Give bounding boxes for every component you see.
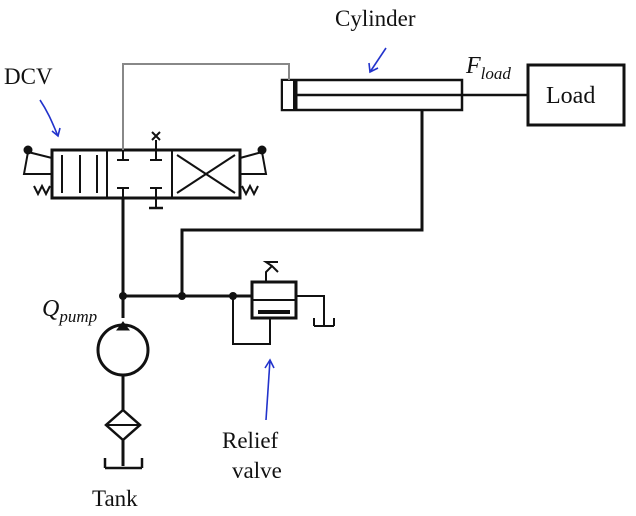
- dcv-arrow: [40, 100, 58, 136]
- label-cylinder: Cylinder: [335, 6, 416, 31]
- label-f-load-main: F: [466, 53, 481, 79]
- dcv-right-knob: [258, 146, 266, 154]
- cylinder: [282, 80, 528, 110]
- label-load: Load: [546, 83, 596, 109]
- label-relief-line2: valve: [232, 458, 282, 483]
- pump-circle: [98, 325, 148, 375]
- relief-valve: [233, 262, 334, 344]
- dcv-valve: [24, 132, 266, 208]
- dcv-top-mark: [152, 132, 160, 140]
- junction-dot-cylinder: [178, 292, 186, 300]
- dcv-left-spring: [34, 186, 50, 194]
- dcv-left-lever: [24, 152, 52, 174]
- label-q-pump-main: Q: [42, 296, 60, 322]
- label-relief-line1: Relief: [222, 428, 279, 453]
- junction-dot-pump: [119, 292, 127, 300]
- label-f-load-sub: load: [480, 64, 511, 83]
- label-dcv: DCV: [4, 64, 53, 89]
- dcv-right-spring: [242, 186, 258, 194]
- label-tank: Tank: [92, 486, 138, 511]
- line-cylinder-rod-to-pressure: [182, 110, 422, 296]
- dcv-right-lever: [240, 152, 266, 174]
- dcv-left-knob: [24, 146, 32, 154]
- relief-return-line: [296, 296, 324, 326]
- relief-arrow: [266, 360, 270, 420]
- cylinder-port-block: [282, 80, 294, 110]
- line-dcv-to-cylinder-cap: [123, 64, 289, 150]
- filter: [106, 410, 140, 466]
- pump: [98, 322, 148, 410]
- relief-valve-spring: [266, 262, 278, 282]
- label-q-pump: [42, 296, 97, 326]
- annotation-arrows: [40, 48, 386, 420]
- label-q-pump-sub: pump: [59, 307, 98, 326]
- label-f-load: [465, 53, 511, 83]
